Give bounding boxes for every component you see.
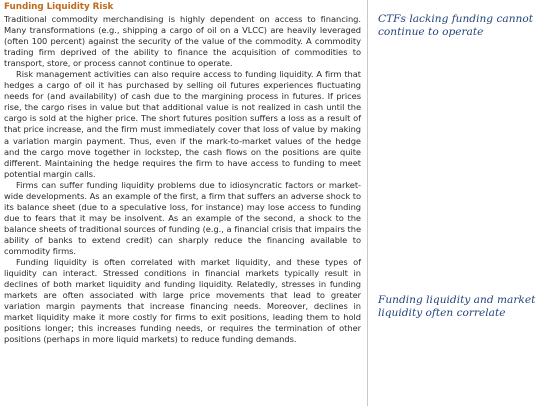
main-text-column <box>4 0 361 406</box>
paragraph-1: Traditional commodity merchandising is highly dependent on access to financing. Many transformations (e.g., shipping a cargo of oil on a VLCC) are heavily leveraged (often 100 percent) against the security of the value of the commodity. A commodity trading firm deprived of the ability to finance the acquisition of commodities to transport, store, or process cannot continue to operate. <box>4 14 361 69</box>
margin-note-1: CTFs lacking funding cannot continue to operate <box>378 13 533 39</box>
paragraph-3: Firms can suffer funding liquidity problems due to idiosyncratic factors or market-wide developments. As an example of the first, a firm that suffers an adverse shock to its balance sheet (due to a speculative loss, for instance) may lose access to funding due to fears that it may be insolvent. As an example of the second, a shock to the balance sheets of traditional sources of funding (e.g., a financial crisis that impairs the ability of banks to extend credit) can sharply reduce the financing available to commodity firms. <box>4 179 361 256</box>
margin-note-2: Funding liquidity and market liquidity often correlate <box>378 294 536 320</box>
margin-divider <box>367 0 368 406</box>
paragraph-2: Risk management activities can also require access to funding liquidity. A firm that hedges a cargo of oil it has purchased by selling oil futures experiences fluctuating needs for (and availability) of cash due to the margining process in futures. If prices rise, the cargo rises in value but that additional value is not realized in cash until the cargo is sold at the higher price. The short futures position suffers a loss as a result of that price increase, and the firm must immediately cover that loss of value by making a variation margin payment. Thus, even if the mark-to-market values of the hedge and the cargo move together in lockstep, the cash flows on the positions are quite different. Maintaining the hedge requires the firm to have access to funding to meet potential margin calls. <box>4 69 361 179</box>
paragraph-4: Funding liquidity is often correlated with market liquidity, and these types of liquidity can interact. Stressed conditions in financial markets typically result in declines of both market liquidity and funding liquidity. Relatedly, stresses in funding markets are often associated with large price movements that lead to greater variation margin payments that increase financing needs. Moreover, declines in market liquidity make it more costly for firms to exit positions, leading them to hold positions longer; this increases funding needs, or requires the termination of other positions (perhaps in more liquid markets) to reduce funding demands. <box>4 257 361 345</box>
section-heading: Funding Liquidity Risk <box>4 2 114 12</box>
